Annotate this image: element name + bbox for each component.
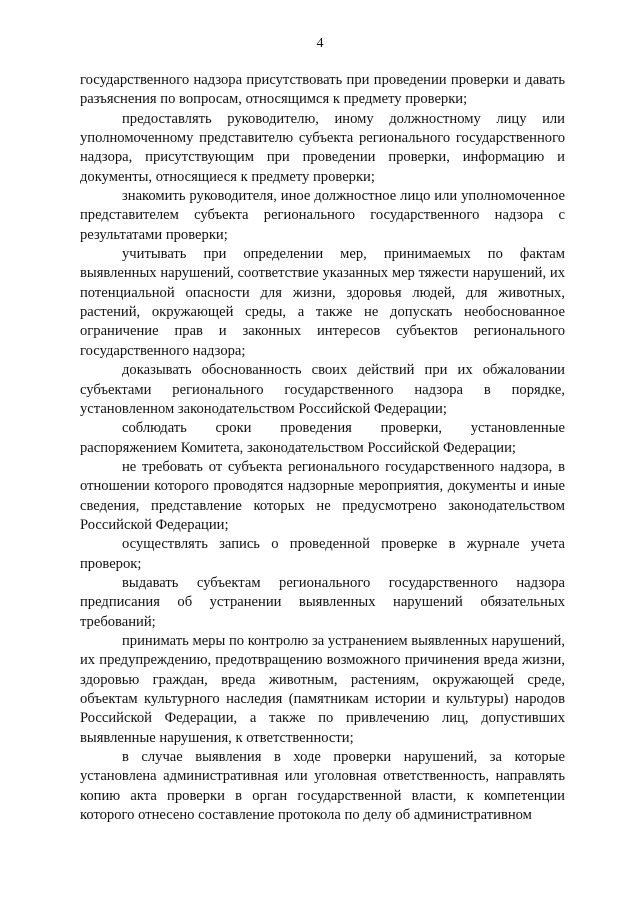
paragraph-take-measures: принимать меры по контролю за устранением выявленных нарушений, их предупреждению, предотвращению возможного причинения вреда жизни, здоровью граждан, вреда животным, растениям, окружающей среде, объектам культурного наследия (памятникам истории и культуры) народов Российской Федерации, а также по привлечению лиц, допустивших выявленные нарушения, к ответственности; xyxy=(80,632,565,746)
paragraph-continuation: государственного надзора присутствовать при проведении проверки и давать разъяснения по вопросам, относящимся к предмету проверки; xyxy=(80,72,565,108)
paragraph-provide-information: предоставлять руководителю, иному должностному лицу или уполномоченному представителю субъекта регионального государственного надзора, присутствующим при проведении проверки, информацию и документы, относящиеся к предмету проверки; xyxy=(80,110,565,185)
paragraph-prove-validity: доказывать обоснованность своих действий при их обжаловании субъектами регионального государственного надзора в порядке, установленном законодательством Российской Федерации; xyxy=(80,362,565,417)
paragraph-send-act-copy: в случае выявления в ходе проверки нарушений, за которые установлена административная или уголовная ответственность, направлять копию акта проверки в орган государственной власти, к компетенции которого отнесено составление протокола по делу об административном xyxy=(80,749,565,824)
paragraph-consider-measures: учитывать при определении мер, принимаемых по фактам выявленных нарушений, соответствие указанных мер тяжести нарушений, их потенциальной опасности для жизни, здоровья людей, для животных, растений, окружающей среды, а также не допускать необоснованное ограничение прав и законных интересов субъектов регионального государственного надзора; xyxy=(80,246,565,359)
paragraph-acquaint-with-results: знакомить руководителя, иное должностное лицо или уполномоченное представителем субъекта регионального государственного надзора с результатами проверки; xyxy=(80,188,565,243)
paragraph-issue-orders: выдавать субъектам регионального государственного надзора предписания об устранении выявленных нарушений обязательных требований; xyxy=(80,574,565,630)
paragraph-not-require-documents: не требовать от субъекта регионального государственного надзора, в отношении которого проводятся надзорные мероприятия, документы и иные сведения, представление которых не предусмотрено законодательством Российской Федерации; xyxy=(80,458,565,533)
paragraph-journal-record: осуществлять запись о проведенной проверке в журнале учета проверок; xyxy=(80,536,565,572)
document-body xyxy=(80,71,565,825)
page-number: 4 xyxy=(316,36,324,51)
paragraph-observe-deadlines: соблюдать сроки проведения проверки, установленные распоряжением Комитета, законодательством Российской Федерации; xyxy=(80,420,565,456)
